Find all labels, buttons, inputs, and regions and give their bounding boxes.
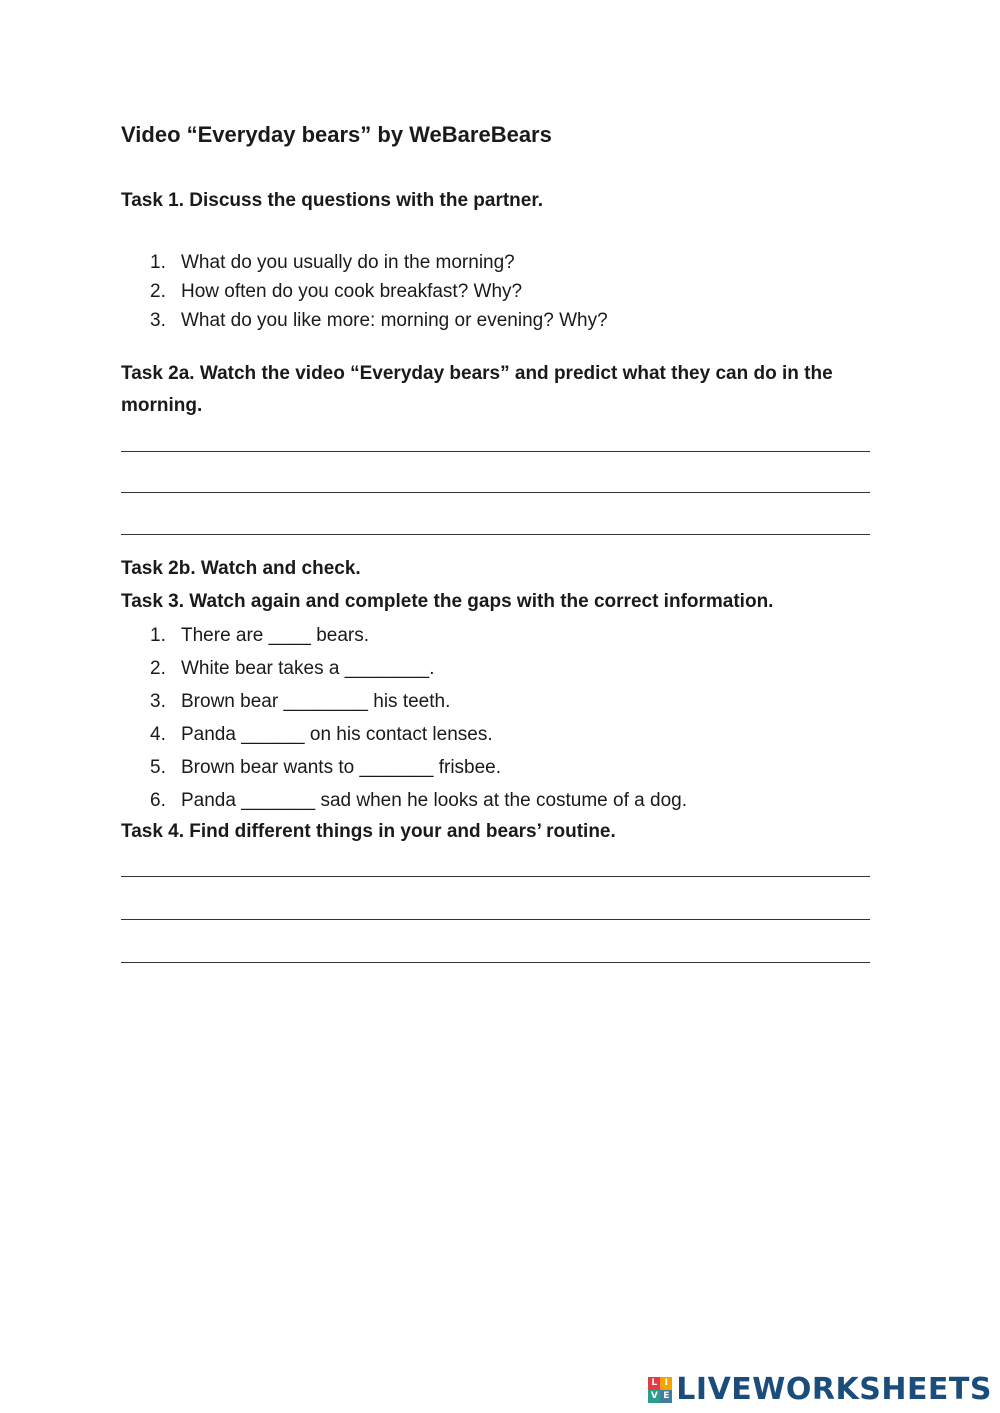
liveworksheets-icon	[648, 1377, 672, 1403]
answer-line[interactable]	[121, 534, 870, 535]
list-item	[150, 718, 687, 751]
task2b-heading: Task 2b. Watch and check.	[121, 558, 361, 579]
task2a-heading: Task 2a. Watch the video “Everyday bears” and predict what they can do in the morning.	[121, 363, 833, 416]
list-item-text: Panda ______ on his contact lenses.	[181, 724, 493, 745]
list-item-number: 3.	[150, 691, 166, 712]
list-item-text: Brown bear wants to _______ frisbee.	[181, 757, 502, 778]
task1-heading: Task 1. Discuss the questions with the partner.	[121, 190, 543, 211]
list-item-number: 6.	[150, 790, 166, 811]
list-item-text: How often do you cook breakfast? Why?	[181, 281, 523, 302]
task1-question-list	[150, 248, 608, 335]
task3-heading: Task 3. Watch again and complete the gaps with the correct information.	[121, 591, 774, 612]
task3-gap-list	[150, 619, 687, 817]
list-item-text: There are ____ bears.	[181, 625, 370, 646]
list-item	[150, 277, 608, 306]
list-item-number: 2.	[150, 281, 166, 302]
logo-letter-l: L	[648, 1377, 660, 1390]
list-item-text: Panda _______ sad when he looks at the costume of a dog.	[181, 790, 687, 811]
list-item	[150, 652, 687, 685]
worksheet-title: Video “Everyday bears” by WeBareBears	[121, 122, 552, 147]
list-item-text: Brown bear ________ his teeth.	[181, 691, 451, 712]
logo-letter-e: E	[660, 1390, 672, 1403]
list-item	[150, 306, 608, 335]
answer-line[interactable]	[121, 962, 870, 963]
list-item-number: 1.	[150, 625, 166, 646]
list-item-number: 2.	[150, 658, 166, 679]
answer-line[interactable]	[121, 876, 870, 877]
list-item-text: What do you like more: morning or evening? Why?	[181, 310, 608, 331]
list-item-number: 1.	[150, 252, 166, 273]
list-item	[150, 248, 608, 277]
answer-line[interactable]	[121, 451, 870, 452]
logo-text: LIVEWORKSHEETS	[676, 1372, 992, 1407]
list-item-number: 5.	[150, 757, 166, 778]
logo-letter-i: I	[660, 1377, 672, 1390]
answer-line[interactable]	[121, 492, 870, 493]
list-item	[150, 784, 687, 817]
liveworksheets-logo	[648, 1372, 992, 1407]
list-item	[150, 619, 687, 652]
list-item	[150, 685, 687, 718]
logo-letter-v: V	[648, 1390, 660, 1403]
list-item-number: 4.	[150, 724, 166, 745]
list-item-number: 3.	[150, 310, 166, 331]
task4-heading: Task 4. Find different things in your and bears’ routine.	[121, 821, 616, 842]
list-item	[150, 751, 687, 784]
list-item-text: White bear takes a ________.	[181, 658, 435, 679]
answer-line[interactable]	[121, 919, 870, 920]
list-item-text: What do you usually do in the morning?	[181, 252, 515, 273]
